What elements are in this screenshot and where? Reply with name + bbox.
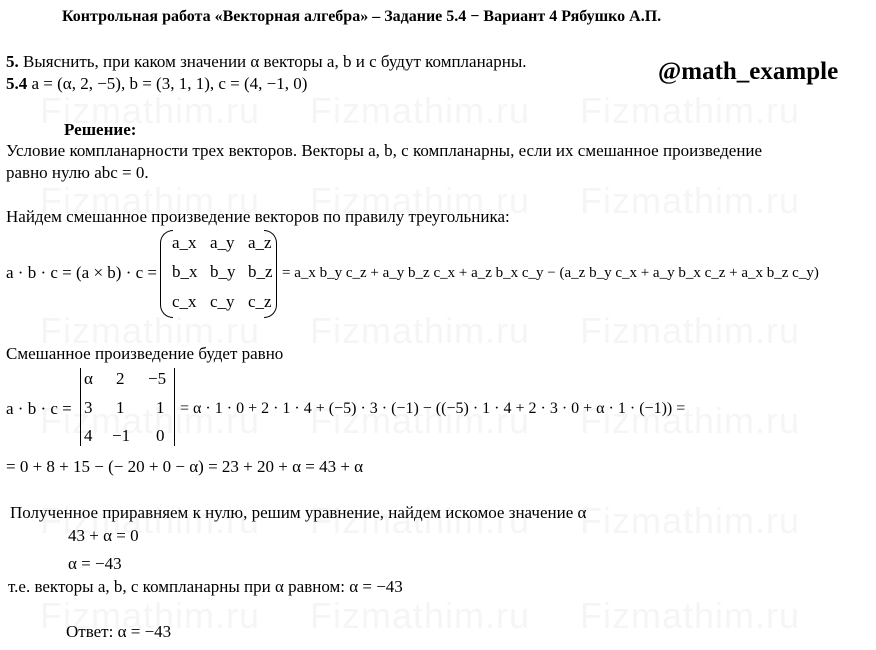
page-title: Контрольная работа «Векторная алгебра» – Задание 5.4 − Вариант 4 Рябушко А.П. xyxy=(62,8,662,25)
variant-line xyxy=(6,74,307,94)
watermark xyxy=(580,310,800,352)
watermark xyxy=(580,180,800,222)
matrix-cell: −5 xyxy=(148,369,167,388)
paragraph-2: Найдем смешанное произведение векторов по правилу треугольника: xyxy=(6,207,510,226)
formula2-rhs: = α · 1 · 0 + 2 · 1 · 4 + (−5) · 3 · (−1) − ((−5) · 1 · 4 + 2 · 3 · 0 + α · 1 · (−1)) = xyxy=(180,400,686,417)
solution-label: Решение: xyxy=(64,120,137,139)
formula2-det-right xyxy=(174,368,175,446)
task-line xyxy=(6,52,527,72)
matrix-cell: b_x xyxy=(172,262,198,281)
watermark xyxy=(310,90,530,132)
matrix-cell: α xyxy=(84,369,93,388)
paragraph-1a: Условие компланарности трех векторов. Векторы a, b, c компланарны, если их смешанное произведение xyxy=(6,141,763,160)
matrix-cell: 2 xyxy=(116,369,125,388)
equation-2: α = −43 xyxy=(68,554,122,573)
task-text: Выяснить, при каком значении α векторы a, b и c будут компланарны. xyxy=(23,52,527,71)
matrix-cell: −1 xyxy=(112,426,131,445)
watermark xyxy=(310,310,530,352)
paragraph-3: Смешанное произведение будет равно xyxy=(6,344,284,363)
formula3: = 0 + 8 + 15 − (− 20 + 0 − α) = 23 + 20 + α = 43 + α xyxy=(6,457,364,476)
watermark xyxy=(580,595,800,637)
equation-1: 43 + α = 0 xyxy=(68,526,139,545)
matrix-cell: c_y xyxy=(210,292,235,311)
matrix-cell: a_z xyxy=(248,233,272,252)
task-number: 5. xyxy=(6,52,19,71)
matrix-cell: a_y xyxy=(210,233,235,252)
matrix-cell: 0 xyxy=(156,426,165,445)
variant-number: 5.4 xyxy=(6,74,28,93)
author-handle: @math_example xyxy=(658,58,839,85)
watermark xyxy=(580,500,800,542)
watermark xyxy=(580,90,800,132)
answer: Ответ: α = −43 xyxy=(66,622,172,641)
matrix-cell: 4 xyxy=(84,426,93,445)
matrix-cell: 1 xyxy=(156,398,165,417)
matrix-cell: 1 xyxy=(116,398,125,417)
matrix-cell: c_x xyxy=(172,292,197,311)
matrix-cell: b_y xyxy=(210,262,236,281)
paragraph-1b: равно нулю abc = 0. xyxy=(6,163,149,182)
formula2-det-left xyxy=(80,368,81,446)
watermark xyxy=(310,595,530,637)
formula1-rhs: = a_x b_y c_z + a_y b_z c_x + a_z b_x c_y − (a_z b_y c_x + a_y b_x c_z + a_x b_z c_y) xyxy=(282,265,819,281)
formula2-lhs: a · b · c = xyxy=(6,399,72,418)
matrix-cell: 3 xyxy=(84,398,93,417)
formula1-lhs: a · b · c = (a × b) · c = xyxy=(6,263,157,282)
paragraph-4: Полученное приравняем к нулю, решим уравнение, найдем искомое значение α xyxy=(10,503,587,522)
matrix-cell: a_x xyxy=(172,233,197,252)
variant-vectors: a = (α, 2, −5), b = (3, 1, 1), c = (4, −1, 0) xyxy=(31,74,308,93)
matrix-cell: c_z xyxy=(248,292,272,311)
matrix-cell: b_z xyxy=(248,262,273,281)
conclusion: т.е. векторы a, b, c компланарны при α равном: α = −43 xyxy=(8,577,403,596)
